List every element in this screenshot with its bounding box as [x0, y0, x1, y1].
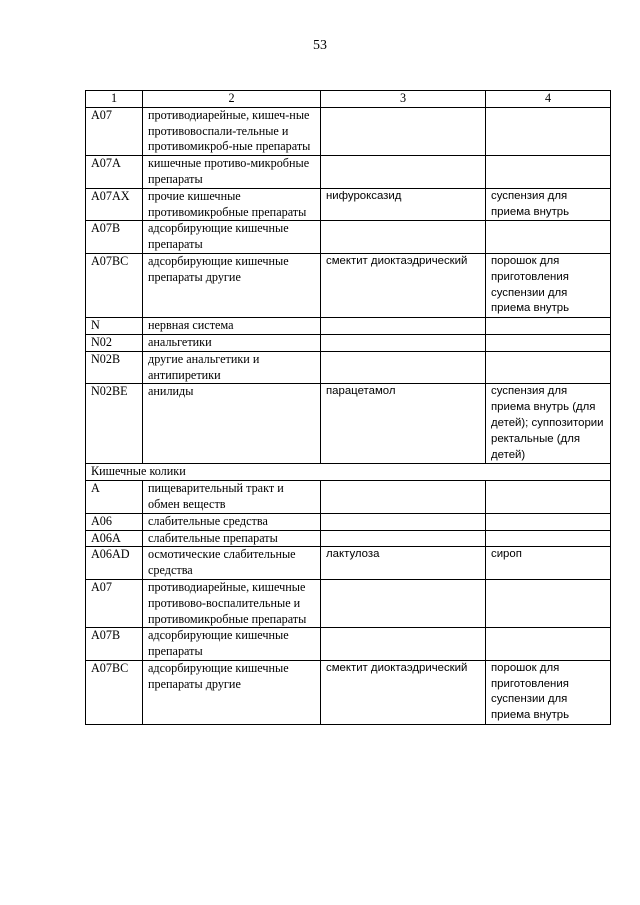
group-name-cell: адсорбирующие кишечные препараты	[143, 221, 321, 254]
group-name-cell: кишечные противо-микробные препараты	[143, 156, 321, 189]
group-name-cell: противодиарейные, кишеч-ные противовоспали-тельные и противомикроб-ные препараты	[143, 107, 321, 155]
atc-code-cell: A06A	[86, 530, 143, 547]
dosage-form-cell	[486, 481, 611, 514]
dosage-form-cell	[486, 530, 611, 547]
dosage-form-cell	[486, 318, 611, 335]
drug-name-cell	[321, 530, 486, 547]
drug-name-cell	[321, 481, 486, 514]
drug-name-cell	[321, 579, 486, 627]
group-name-cell: слабительные препараты	[143, 530, 321, 547]
table-row	[86, 221, 611, 254]
column-header: 2	[143, 91, 321, 108]
dosage-form-cell: суспензия для приема внутрь	[486, 188, 611, 221]
column-header: 3	[321, 91, 486, 108]
drug-name-cell: лактулоза	[321, 547, 486, 580]
table-row	[86, 334, 611, 351]
dosage-form-cell: сироп	[486, 547, 611, 580]
table-row	[86, 481, 611, 514]
group-name-cell: адсорбирующие кишечные препараты другие	[143, 253, 321, 317]
table-header-row	[86, 91, 611, 108]
dosage-form-cell: суспензия для приема внутрь (для детей); суппозитории ректальные (для детей)	[486, 384, 611, 464]
table-row	[86, 318, 611, 335]
drug-name-cell: парацетамол	[321, 384, 486, 464]
dosage-form-cell: порошок для приготовления суспензии для приема внутрь	[486, 253, 611, 317]
atc-code-cell: N	[86, 318, 143, 335]
atc-code-cell: A07AX	[86, 188, 143, 221]
section-title: Кишечные колики	[86, 464, 611, 481]
table-row	[86, 384, 611, 464]
group-name-cell: пищеварительный тракт и обмен веществ	[143, 481, 321, 514]
group-name-cell: противодиарейные, кишечные противово-воспалительные и противомикробные препараты	[143, 579, 321, 627]
dosage-form-cell: порошок для приготовления суспензии для приема внутрь	[486, 660, 611, 724]
atc-code-cell: A07	[86, 107, 143, 155]
group-name-cell: другие анальгетики и антипиретики	[143, 351, 321, 384]
atc-code-cell: A07BC	[86, 660, 143, 724]
column-header: 4	[486, 91, 611, 108]
atc-code-cell: N02	[86, 334, 143, 351]
drug-name-cell	[321, 351, 486, 384]
table-row	[86, 530, 611, 547]
atc-code-cell: A07B	[86, 628, 143, 661]
drug-name-cell	[321, 513, 486, 530]
table-row	[86, 513, 611, 530]
drug-name-cell: смектит диоктаэдрический	[321, 253, 486, 317]
drug-name-cell: нифуроксазид	[321, 188, 486, 221]
atc-code-cell: A07B	[86, 221, 143, 254]
table-row	[86, 156, 611, 189]
group-name-cell: прочие кишечные противомикробные препараты	[143, 188, 321, 221]
dosage-form-cell	[486, 221, 611, 254]
dosage-form-cell	[486, 334, 611, 351]
table-row	[86, 188, 611, 221]
table-row	[86, 253, 611, 317]
table-row	[86, 579, 611, 627]
dosage-form-cell	[486, 156, 611, 189]
dosage-form-cell	[486, 628, 611, 661]
atc-code-cell: A07	[86, 579, 143, 627]
drug-name-cell	[321, 156, 486, 189]
group-name-cell: адсорбирующие кишечные препараты другие	[143, 660, 321, 724]
group-name-cell: анилиды	[143, 384, 321, 464]
column-header: 1	[86, 91, 143, 108]
section-row	[86, 464, 611, 481]
group-name-cell: осмотические слабительные средства	[143, 547, 321, 580]
group-name-cell: нервная система	[143, 318, 321, 335]
table-row	[86, 660, 611, 724]
dosage-form-cell	[486, 579, 611, 627]
table-row	[86, 547, 611, 580]
drug-name-cell: смектит диоктаэдрический	[321, 660, 486, 724]
atc-code-cell: A07A	[86, 156, 143, 189]
drug-name-cell	[321, 628, 486, 661]
group-name-cell: анальгетики	[143, 334, 321, 351]
table-row	[86, 351, 611, 384]
table-row	[86, 628, 611, 661]
drug-name-cell	[321, 334, 486, 351]
dosage-form-cell	[486, 107, 611, 155]
page-number: 53	[313, 38, 327, 53]
group-name-cell: адсорбирующие кишечные препараты	[143, 628, 321, 661]
dosage-form-cell	[486, 513, 611, 530]
dosage-form-cell	[486, 351, 611, 384]
atc-code-cell: A06AD	[86, 547, 143, 580]
atc-code-cell: A06	[86, 513, 143, 530]
drug-name-cell	[321, 221, 486, 254]
atc-code-cell: N02B	[86, 351, 143, 384]
drug-name-cell	[321, 318, 486, 335]
drug-name-cell	[321, 107, 486, 155]
atc-code-cell: N02BE	[86, 384, 143, 464]
atc-code-cell: A07BC	[86, 253, 143, 317]
group-name-cell: слабительные средства	[143, 513, 321, 530]
atc-code-cell: A	[86, 481, 143, 514]
drug-table	[85, 90, 611, 725]
table-row	[86, 107, 611, 155]
